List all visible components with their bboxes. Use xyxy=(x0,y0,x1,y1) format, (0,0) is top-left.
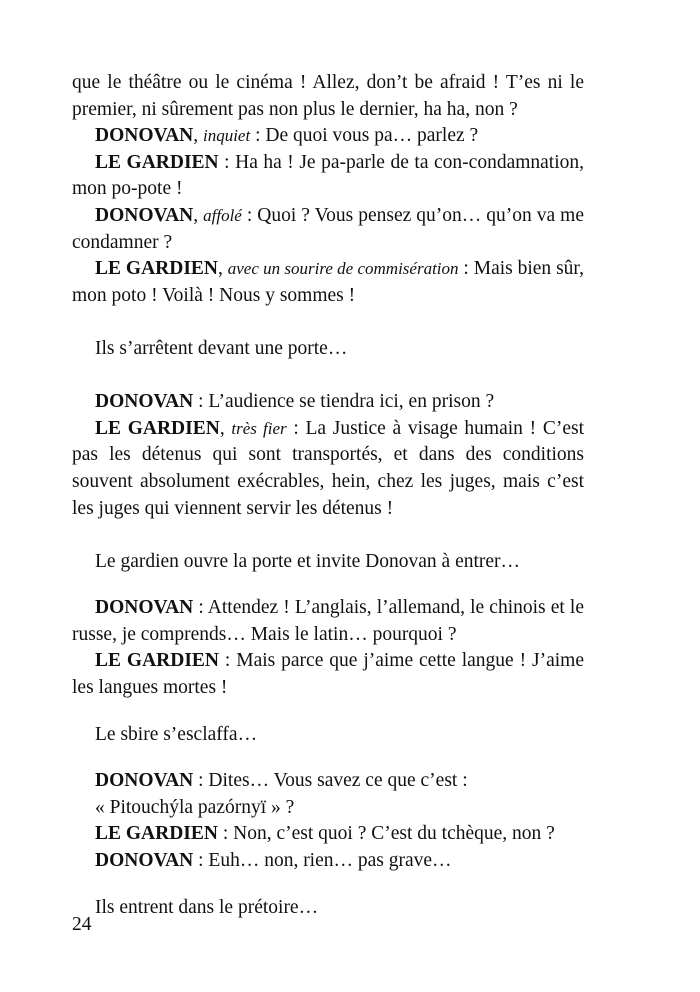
stage-narration: Ils entrent dans le prétoire… xyxy=(95,896,319,918)
dialogue-text: : Mais bien sûr, mon poto ! Voilà ! Nous y sommes ! xyxy=(72,258,584,306)
dialogue-text: : Mais parce que j’aime cette langue ! J’aime les langues mortes ! xyxy=(72,650,584,699)
dialogue-text: : Euh… non, rien… pas grave… xyxy=(193,850,452,872)
stage-direction: très fier xyxy=(231,418,287,438)
stage-narration: Le sbire s’esclaffa… xyxy=(95,723,258,745)
speaker-name: LE GARDIEN xyxy=(95,151,219,173)
stage-direction: avec un sourire de commisération xyxy=(227,259,459,279)
dialogue-line xyxy=(72,595,584,648)
dialogue-line xyxy=(72,416,584,522)
dialogue-line-continued: « Pitouchýla pazórnyï » ? xyxy=(95,796,295,818)
speaker-name: DONOVAN xyxy=(95,204,194,226)
dialogue-text: : Ha ha ! Je pa-parle de ta con-condamnation, mon po-pote ! xyxy=(72,151,585,200)
stage-direction: inquiet xyxy=(202,126,251,146)
speaker-name: DONOVAN xyxy=(95,770,194,792)
speaker-name: DONOVAN xyxy=(95,125,194,147)
continuation-paragraph: que le théâtre ou le cinéma ! Allez, don’t be afraid ! T’es ni le premier, ni sûrement pas non plus le dernier, ha ha, non ? xyxy=(72,72,584,120)
speaker-name: DONOVAN xyxy=(95,391,194,413)
page-body xyxy=(72,70,584,921)
stage-direction: affolé xyxy=(203,205,242,225)
dialogue-line xyxy=(72,389,584,416)
page-number: 24 xyxy=(72,914,92,935)
dialogue-text: : De quoi vous pa… parlez ? xyxy=(250,125,479,147)
speaker-name: LE GARDIEN xyxy=(95,650,220,672)
speaker-name: DONOVAN xyxy=(95,850,194,872)
speaker-name: LE GARDIEN xyxy=(95,417,220,439)
dialogue-text: : Dites… Vous savez ce que c’est : xyxy=(193,770,468,792)
dialogue-line xyxy=(72,123,584,150)
speaker-name: DONOVAN xyxy=(95,597,194,619)
dialogue-line xyxy=(72,848,584,875)
dialogue-text: : L’audience se tiendra ici, en prison ? xyxy=(193,391,495,413)
dialogue-text: : Attendez ! L’anglais, l’allemand, le chinois et le russe, je comprends… Mais le latin… pourquoi ? xyxy=(72,597,584,645)
dialogue-line xyxy=(72,203,584,256)
dialogue-line xyxy=(72,821,584,848)
dialogue-line xyxy=(72,768,584,795)
dialogue-line xyxy=(72,150,584,203)
dialogue-text: : Non, c’est quoi ? C’est du tchèque, non ? xyxy=(217,823,555,845)
speaker-name: LE GARDIEN xyxy=(95,823,218,845)
stage-narration: Ils s’arrêtent devant une porte… xyxy=(95,337,348,359)
dialogue-line xyxy=(72,648,584,701)
dialogue-text: : Quoi ? Vous pensez qu’on… qu’on va me condamner ? xyxy=(72,204,585,253)
dialogue-line xyxy=(72,256,584,309)
separator: , xyxy=(219,417,232,439)
dialogue-text: : La Justice à visage humain ! C’est pas les détenus qui sont transportés, et dans des conditions souvent absolument exécrables, hein, chez les juges, mais c’est les juges qui viennent servir les détenus ! xyxy=(72,417,585,519)
speaker-name: LE GARDIEN xyxy=(95,258,218,280)
stage-narration: Le gardien ouvre la porte et invite Donovan à entrer… xyxy=(95,550,521,572)
separator: , xyxy=(193,125,203,147)
separator: , xyxy=(218,258,228,280)
separator: , xyxy=(193,204,204,226)
